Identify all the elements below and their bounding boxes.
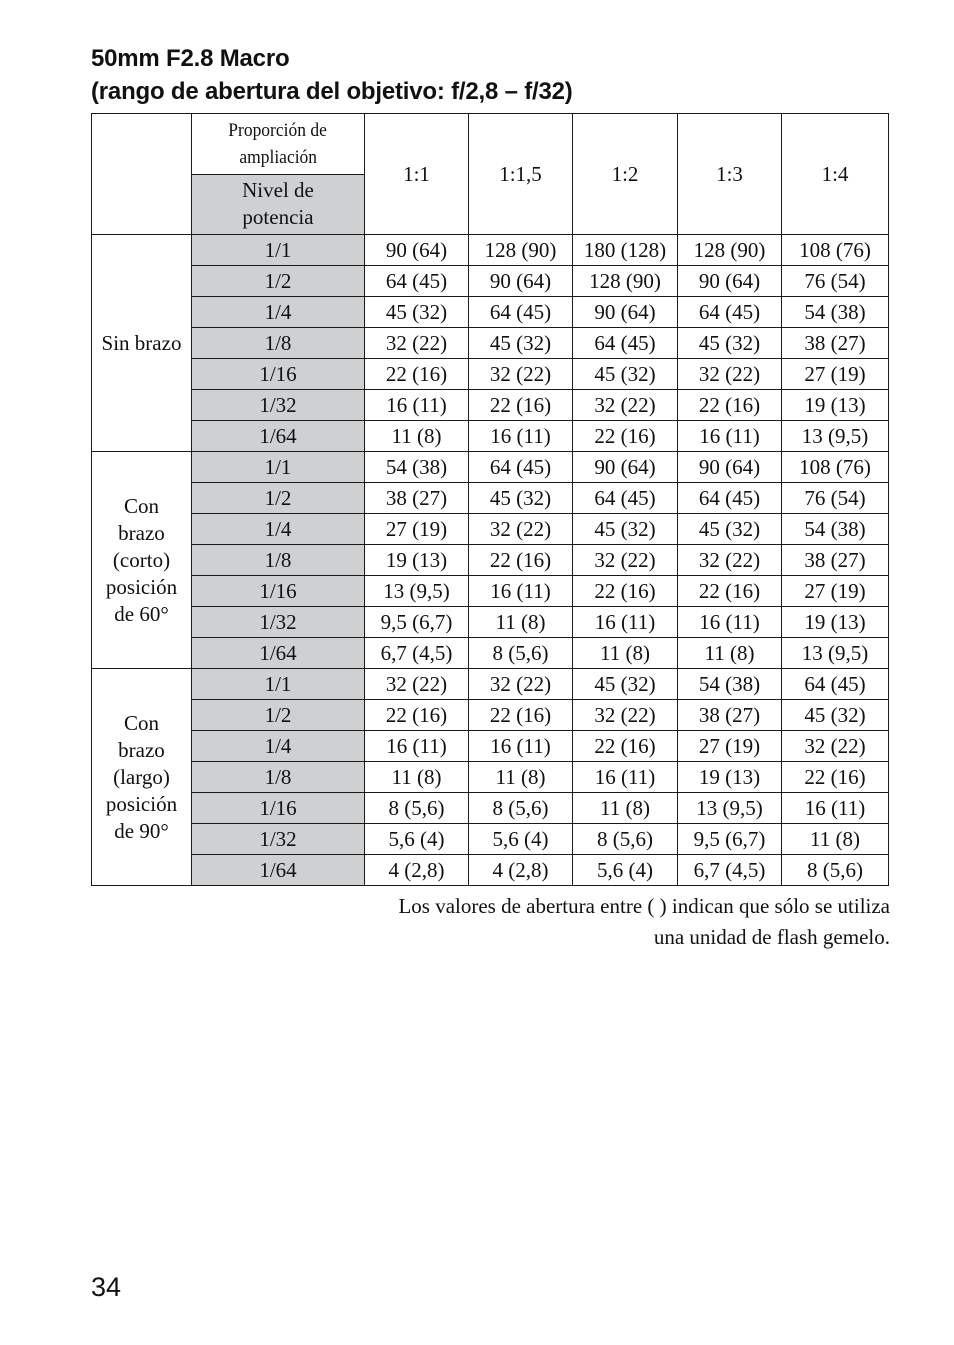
mode-group-label-line: de 90° <box>114 818 169 843</box>
power-level-header <box>192 174 365 235</box>
aperture-table-body <box>92 114 889 886</box>
aperture-value-cell: 13 (9,5) <box>782 638 889 669</box>
aperture-value-cell: 64 (45) <box>782 669 889 700</box>
aperture-value-cell: 27 (19) <box>678 731 782 762</box>
aperture-value-cell: 11 (8) <box>365 762 469 793</box>
power-level-cell: 1/1 <box>192 452 365 483</box>
mode-group-label-line: de 60° <box>114 601 169 626</box>
aperture-value-cell: 11 (8) <box>573 638 678 669</box>
aperture-value-cell: 11 (8) <box>469 607 573 638</box>
aperture-value-cell: 27 (19) <box>782 576 889 607</box>
mode-group-label-line: posición <box>105 574 178 599</box>
title-line-1: 50mm F2.8 Macro <box>91 45 290 72</box>
aperture-value-cell: 16 (11) <box>678 421 782 452</box>
aperture-value-cell: 8 (5,6) <box>469 793 573 824</box>
aperture-value-cell: 5,6 (4) <box>365 824 469 855</box>
magnification-ratio-line-1: Proporción de <box>228 119 328 141</box>
aperture-value-cell: 45 (32) <box>573 669 678 700</box>
aperture-value-cell: 9,5 (6,7) <box>365 607 469 638</box>
table-row <box>92 421 889 452</box>
aperture-value-cell: 64 (45) <box>678 483 782 514</box>
power-level-cell: 1/2 <box>192 483 365 514</box>
column-header: 1:3 <box>678 114 782 235</box>
aperture-value-cell: 90 (64) <box>573 297 678 328</box>
table-row <box>92 855 889 886</box>
aperture-value-cell: 16 (11) <box>469 576 573 607</box>
aperture-value-cell: 16 (11) <box>573 607 678 638</box>
aperture-table <box>91 113 889 886</box>
power-level-cell: 1/16 <box>192 359 365 390</box>
footnote <box>398 891 890 953</box>
aperture-value-cell: 11 (8) <box>469 762 573 793</box>
aperture-value-cell: 38 (27) <box>678 700 782 731</box>
aperture-value-cell: 8 (5,6) <box>573 824 678 855</box>
aperture-value-cell: 64 (45) <box>365 266 469 297</box>
aperture-value-cell: 54 (38) <box>782 297 889 328</box>
mode-group-label <box>92 452 192 669</box>
aperture-value-cell: 11 (8) <box>365 421 469 452</box>
aperture-value-cell: 16 (11) <box>782 793 889 824</box>
power-level-cell: 1/4 <box>192 731 365 762</box>
power-level-cell: 1/8 <box>192 328 365 359</box>
aperture-value-cell: 22 (16) <box>573 421 678 452</box>
aperture-value-cell: 45 (32) <box>678 514 782 545</box>
power-level-cell: 1/4 <box>192 514 365 545</box>
aperture-value-cell: 6,7 (4,5) <box>678 855 782 886</box>
power-level-cell: 1/16 <box>192 576 365 607</box>
aperture-value-cell: 54 (38) <box>365 452 469 483</box>
aperture-value-cell: 19 (13) <box>365 545 469 576</box>
aperture-value-cell: 128 (90) <box>469 235 573 266</box>
mode-group-label <box>92 235 192 452</box>
mode-group-label-line: (largo) <box>113 764 170 789</box>
aperture-value-cell: 45 (32) <box>573 514 678 545</box>
aperture-value-cell: 19 (13) <box>678 762 782 793</box>
table-row <box>92 483 889 514</box>
aperture-value-cell: 32 (22) <box>678 545 782 576</box>
aperture-value-cell: 22 (16) <box>573 731 678 762</box>
aperture-value-cell: 22 (16) <box>365 359 469 390</box>
aperture-value-cell: 32 (22) <box>365 328 469 359</box>
table-row <box>92 328 889 359</box>
aperture-value-cell: 8 (5,6) <box>782 855 889 886</box>
aperture-value-cell: 38 (27) <box>782 545 889 576</box>
aperture-value-cell: 4 (2,8) <box>469 855 573 886</box>
aperture-value-cell: 64 (45) <box>469 297 573 328</box>
page-number: 34 <box>91 1272 122 1302</box>
power-level-cell: 1/1 <box>192 669 365 700</box>
aperture-value-cell: 32 (22) <box>469 514 573 545</box>
aperture-value-cell: 16 (11) <box>678 607 782 638</box>
table-row <box>92 669 889 700</box>
aperture-value-cell: 108 (76) <box>782 235 889 266</box>
aperture-value-cell: 32 (22) <box>678 359 782 390</box>
aperture-value-cell: 4 (2,8) <box>365 855 469 886</box>
mode-group-label-line: Sin brazo <box>101 330 182 355</box>
aperture-value-cell: 22 (16) <box>469 390 573 421</box>
table-row <box>92 266 889 297</box>
page-title <box>91 42 911 108</box>
table-row <box>92 235 889 266</box>
power-level-cell: 1/16 <box>192 793 365 824</box>
aperture-value-cell: 90 (64) <box>678 266 782 297</box>
table-row <box>92 824 889 855</box>
mode-group-label-line: Con <box>123 493 159 518</box>
aperture-value-cell: 45 (32) <box>365 297 469 328</box>
aperture-value-cell: 128 (90) <box>678 235 782 266</box>
aperture-value-cell: 27 (19) <box>782 359 889 390</box>
aperture-value-cell: 45 (32) <box>782 700 889 731</box>
power-level-cell: 1/64 <box>192 638 365 669</box>
aperture-value-cell: 16 (11) <box>469 421 573 452</box>
aperture-value-cell: 19 (13) <box>782 607 889 638</box>
table-row <box>92 700 889 731</box>
title-line-2: (rango de abertura del objetivo: f/2,8 – f/32) <box>91 78 573 105</box>
magnification-ratio-line-2: ampliación <box>239 146 317 168</box>
column-header: 1:1,5 <box>469 114 573 235</box>
aperture-value-cell: 54 (38) <box>678 669 782 700</box>
aperture-value-cell: 22 (16) <box>782 762 889 793</box>
aperture-value-cell: 64 (45) <box>573 483 678 514</box>
column-header: 1:4 <box>782 114 889 235</box>
empty-corner-cell <box>92 114 192 235</box>
aperture-value-cell: 13 (9,5) <box>678 793 782 824</box>
aperture-value-cell: 22 (16) <box>678 390 782 421</box>
table-row <box>92 297 889 328</box>
aperture-value-cell: 32 (22) <box>573 390 678 421</box>
header-row-1 <box>92 114 889 175</box>
aperture-value-cell: 90 (64) <box>469 266 573 297</box>
aperture-value-cell: 22 (16) <box>365 700 469 731</box>
aperture-value-cell: 13 (9,5) <box>365 576 469 607</box>
aperture-value-cell: 13 (9,5) <box>782 421 889 452</box>
aperture-value-cell: 32 (22) <box>365 669 469 700</box>
aperture-value-cell: 19 (13) <box>782 390 889 421</box>
aperture-value-cell: 32 (22) <box>782 731 889 762</box>
aperture-value-cell: 22 (16) <box>678 576 782 607</box>
aperture-value-cell: 6,7 (4,5) <box>365 638 469 669</box>
power-level-cell: 1/1 <box>192 235 365 266</box>
aperture-value-cell: 45 (32) <box>469 483 573 514</box>
aperture-value-cell: 54 (38) <box>782 514 889 545</box>
aperture-value-cell: 64 (45) <box>469 452 573 483</box>
power-level-cell: 1/64 <box>192 855 365 886</box>
footnote-line-1: Los valores de abertura entre ( ) indican que sólo se utiliza <box>398 894 890 918</box>
table-row <box>92 359 889 390</box>
table-row <box>92 731 889 762</box>
power-level-cell: 1/8 <box>192 762 365 793</box>
table-row <box>92 390 889 421</box>
power-level-cell: 1/32 <box>192 390 365 421</box>
power-level-cell: 1/2 <box>192 266 365 297</box>
aperture-value-cell: 11 (8) <box>573 793 678 824</box>
aperture-value-cell: 16 (11) <box>469 731 573 762</box>
table-row <box>92 793 889 824</box>
mode-group-label-line: (corto) <box>112 547 171 572</box>
power-level-cell: 1/32 <box>192 607 365 638</box>
table-row <box>92 638 889 669</box>
power-level-cell: 1/32 <box>192 824 365 855</box>
power-level-cell: 1/8 <box>192 545 365 576</box>
aperture-value-cell: 22 (16) <box>469 545 573 576</box>
aperture-value-cell: 64 (45) <box>678 297 782 328</box>
aperture-value-cell: 16 (11) <box>365 731 469 762</box>
column-header: 1:2 <box>573 114 678 235</box>
aperture-value-cell: 8 (5,6) <box>469 638 573 669</box>
power-level-cell: 1/2 <box>192 700 365 731</box>
aperture-value-cell: 11 (8) <box>782 824 889 855</box>
power-level-cell: 1/64 <box>192 421 365 452</box>
aperture-value-cell: 76 (54) <box>782 266 889 297</box>
aperture-value-cell: 9,5 (6,7) <box>678 824 782 855</box>
power-level-line-2: potencia <box>242 205 314 230</box>
power-level-line-1: Nivel de <box>242 178 314 203</box>
aperture-value-cell: 22 (16) <box>469 700 573 731</box>
column-header: 1:1 <box>365 114 469 235</box>
table-row <box>92 762 889 793</box>
aperture-value-cell: 108 (76) <box>782 452 889 483</box>
table-row <box>92 607 889 638</box>
aperture-value-cell: 45 (32) <box>678 328 782 359</box>
aperture-value-cell: 45 (32) <box>573 359 678 390</box>
aperture-value-cell: 38 (27) <box>782 328 889 359</box>
mode-group-label <box>92 669 192 886</box>
mode-group-label-line: Con <box>123 710 159 735</box>
aperture-value-cell: 90 (64) <box>365 235 469 266</box>
aperture-value-cell: 32 (22) <box>469 669 573 700</box>
footnote-line-2: una unidad de flash gemelo. <box>653 925 890 949</box>
mode-group-label-line: brazo <box>118 737 165 762</box>
table-row <box>92 452 889 483</box>
aperture-value-cell: 22 (16) <box>573 576 678 607</box>
mode-group-label-line: brazo <box>118 520 165 545</box>
magnification-ratio-header <box>192 114 365 175</box>
aperture-value-cell: 128 (90) <box>573 266 678 297</box>
aperture-value-cell: 180 (128) <box>573 235 678 266</box>
aperture-value-cell: 64 (45) <box>573 328 678 359</box>
aperture-value-cell: 38 (27) <box>365 483 469 514</box>
aperture-value-cell: 11 (8) <box>678 638 782 669</box>
aperture-value-cell: 8 (5,6) <box>365 793 469 824</box>
aperture-value-cell: 76 (54) <box>782 483 889 514</box>
aperture-value-cell: 90 (64) <box>573 452 678 483</box>
aperture-value-cell: 90 (64) <box>678 452 782 483</box>
aperture-value-cell: 27 (19) <box>365 514 469 545</box>
mode-group-label-line: posición <box>105 791 178 816</box>
aperture-value-cell: 45 (32) <box>469 328 573 359</box>
aperture-value-cell: 32 (22) <box>469 359 573 390</box>
aperture-value-cell: 16 (11) <box>365 390 469 421</box>
aperture-value-cell: 32 (22) <box>573 700 678 731</box>
aperture-value-cell: 32 (22) <box>573 545 678 576</box>
power-level-cell: 1/4 <box>192 297 365 328</box>
aperture-value-cell: 16 (11) <box>573 762 678 793</box>
table-row <box>92 576 889 607</box>
table-row <box>92 514 889 545</box>
aperture-value-cell: 5,6 (4) <box>469 824 573 855</box>
aperture-value-cell: 5,6 (4) <box>573 855 678 886</box>
table-row <box>92 545 889 576</box>
